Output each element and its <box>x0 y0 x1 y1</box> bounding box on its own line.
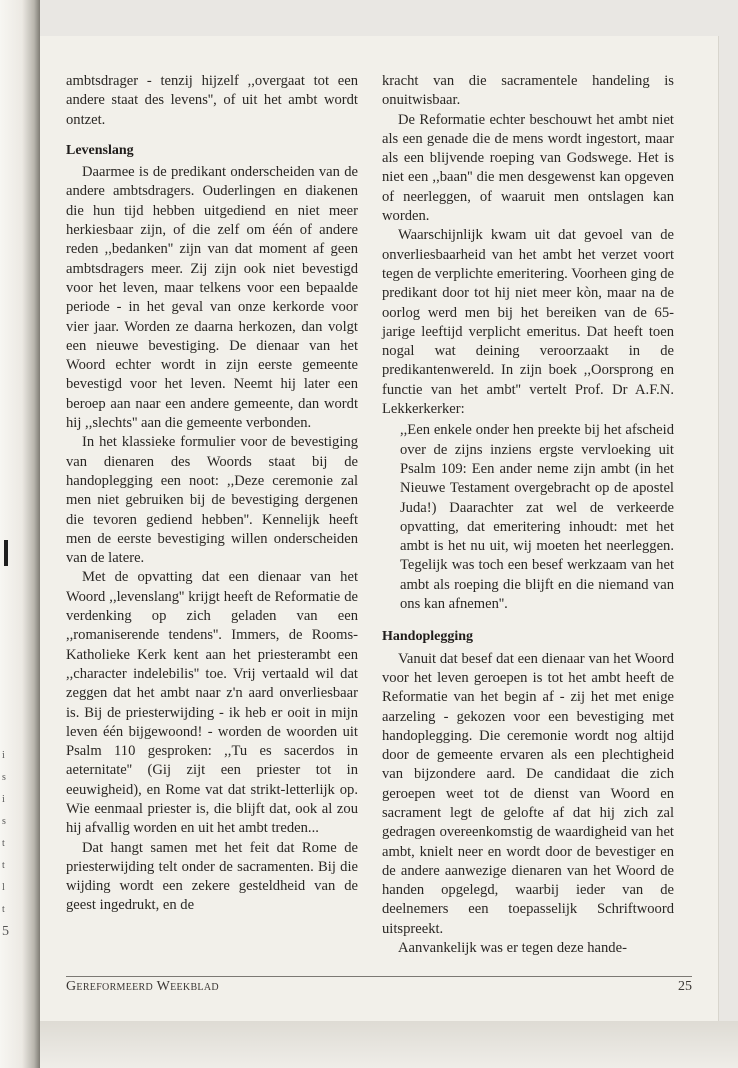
paragraph: ambtsdrager - tenzij hijzelf ,,overgaat tot een andere staat des levens'', of uit het ambt wordt ontzet. <box>66 73 358 128</box>
edge-letter-fragments: i s i s t t l t 5 <box>2 750 9 939</box>
section-heading-levenslang: Levenslang <box>66 142 134 158</box>
page-number: 25 <box>678 979 692 994</box>
paragraph: In het klassieke formulier voor de bevestiging van dienaren des Woords staat bij de handoplegging een noot: ,,Deze ceremonie zal men niet gebruiken bij de bevestiging dergenen die tevoren gediend hebben''. Kennelijk heeft men de eerste bevestiging willen onderscheiden van de latere. <box>66 434 358 567</box>
paragraph: kracht van die sacramentele handeling is onuitwisbaar. <box>382 73 674 109</box>
paragraph: Aanvankelijk was er tegen deze hande- <box>398 940 627 957</box>
magazine-page <box>40 36 718 1021</box>
paragraph: Dat hangt samen met het feit dat Rome de priesterwijding telt onder de sacramenten. Bij die wijding wordt een zekere gesteldheid van de geest ingedrukt, en de <box>66 839 358 914</box>
right-column <box>382 72 674 958</box>
left-column <box>66 72 358 916</box>
paragraph: De Reformatie echter beschouwt het ambt niet als een genade die de mens wordt ingestort, maar als een blijvende roeping van Godswege. Het is niet een ,,baan'' die men desgewenst kan opgeven of neerleggen, of waaruit men ontslagen kan worden. <box>382 111 674 225</box>
paragraph: Vanuit dat besef dat een dienaar van het Woord voor het leven geroepen is tot het ambt heeft de Reformatie van het begin af - zij het met enige aarzeling - gekozen voor een bevestiging met handoplegging. Die ceremonie wordt nog altijd door de gemeente ervaren als een plechtigheid van bijzondere aard. De candidaat die zich geroepen weet tot de dienst van Woord en sacrament legt de gelofte af dat hij zich zal gedragen overeenkomstig de waardigheid van het ambt, knielt neer en wordt door de bevestiger en de andere aanwezige dienaren van het Woord de handen opgelegd, waarbij ieder van de deelnemers een toepasselijk Schriftwoord uitspreekt. <box>382 650 674 937</box>
section-heading-handoplegging: Handoplegging <box>382 629 474 645</box>
publication-title: Gereformeerd Weekblad <box>66 979 219 994</box>
footer-rule <box>66 976 692 977</box>
paragraph: Waarschijnlijk kwam uit dat gevoel van de onverliesbaarheid van het ambt het verzet voort tegen de verplichte emeritering. Voorheen ging de predikant door tot hij niet meer kòn, maar na de oorlog werd men bij het bereiken van de 65-jarige leeftijd verplicht emeritus. Dat heeft toen nogal wat deining veroorzaakt in de predikantenwereld. In zijn boek ,,Oorsprong en functie van het ambt'' vertelt Prof. Dr A.F.N. Lekkerkerker: <box>382 227 674 418</box>
block-quote <box>400 421 674 614</box>
scan-bottom-margin <box>40 1021 738 1068</box>
paragraph: Met de opvatting dat een dienaar van het Woord ,,levenslang'' krijgt heeft de Reformatie de verdenking op zich geladen van een ,,romaniserende tendens''. Immers, de Rooms-Katholieke Kerk kent aan het priesterambt een ,,character indelebilis'' toe. Vrij vertaald wil dat zeggen dat het ambt naar z'n aard onverliesbaar is. Bij de priesterwijding - ik heb er ooit in mijn leven één bijgewoond! - worden de woorden uit Psalm 110 gesproken: ,,Tu es sacerdos in aeternitate'' (Gij zijt een priester tot in eeuwigheid), en Rome vat dat strikt-letterlijk op. Wie eenmaal priester is, die blijft dat, ook al zou hij afvallig worden en uit het ambt treden... <box>66 569 358 837</box>
quote-text: ,,Een enkele onder hen preekte bij het afscheid over de zijns inziens ergste vervloeking uit Psalm 109: Een ander neme zijn ambt (in het Nieuwe Testament overgebracht op de apostel Juda!) Daarachter zat wel de verkeerde opvatting, dat emeritering inhoudt: met het ambt is het nu uit, wij moeten het neerleggen. Tegelijk was toch een besef werkzaam van het ambt als roeping die blijft en die niemand van ons kan afnemen''. <box>400 422 674 613</box>
edge-ink-mark <box>4 540 8 566</box>
paragraph: Daarmee is de predikant onderscheiden van de andere ambtsdragers. Ouderlingen en diakenen die hun tijd hebben uitgediend en niet meer herkiesbaar zijn, of die zelf om één of andere reden ,,bedanken'' zijn van dat moment af geen ambtsdragers meer. Zij zijn ook niet bevestigd voor het leven, maar telkens voor een bepaalde periode - in het geval van onze kerkorde voor vier jaar. Worden ze daarna herkozen, dan volgt een nieuwe bevestiging. De dienaar van het Woord echter wordt in zijn eerste gemeente bevestigd voor het leven. Neemt hij later een beroep aan naar een andere gemeente, dan wordt hij ,,slechts'' aan die gemeente verbonden. <box>66 164 358 432</box>
